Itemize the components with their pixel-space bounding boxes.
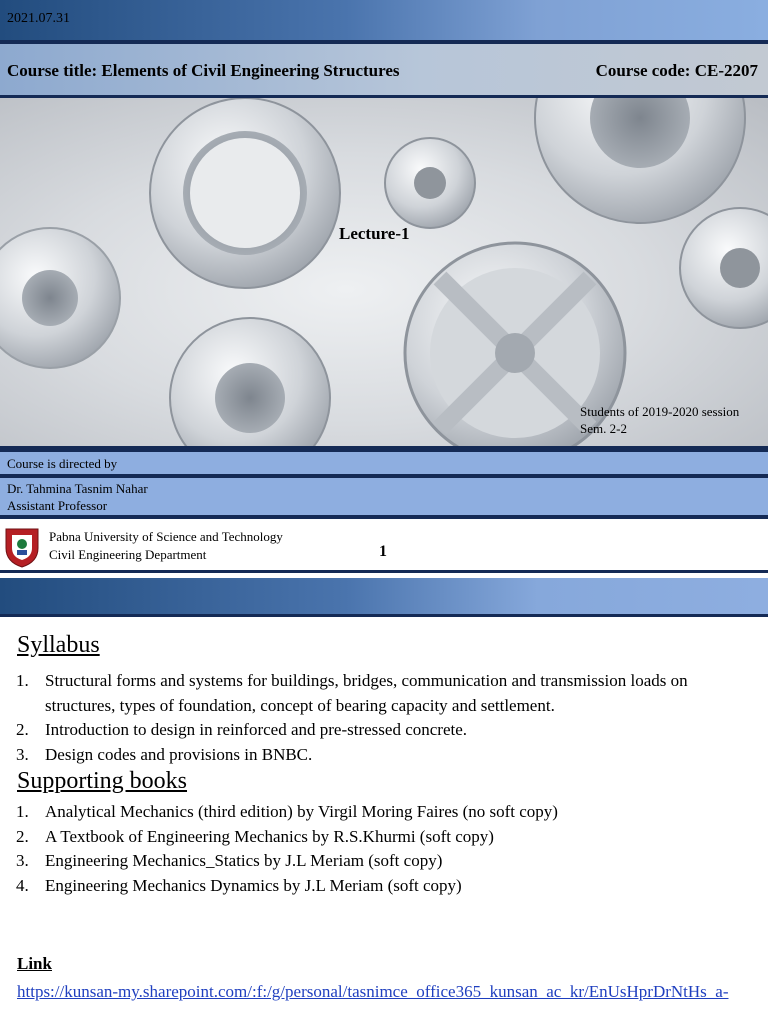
university-logo-icon	[3, 526, 41, 568]
instructor-info	[7, 480, 148, 514]
syllabus-list	[16, 669, 756, 767]
divider-line	[0, 570, 768, 573]
list-number: 2.	[16, 826, 29, 846]
list-text: Engineering Mechanics Dynamics by J.L Meriam (soft copy)	[45, 875, 462, 895]
list-text: Engineering Mechanics_Statics by J.L Meriam (soft copy)	[45, 851, 443, 870]
top-band	[0, 0, 768, 40]
link-label: Link	[17, 954, 52, 973]
list-text: Design codes and provisions in BNBC.	[45, 744, 313, 764]
semester: Sem. 2-2	[580, 421, 627, 436]
list-item	[16, 800, 756, 825]
sharepoint-link[interactable]: https://kunsan-my.sharepoint.com/:f:/g/personal/tasnimce_office365_kunsan_ac_kr/EnUsHprDrNtHs_a-	[17, 982, 729, 1001]
list-number: 1.	[16, 802, 29, 821]
list-text: Introduction to design in reinforced and pre-stressed concrete.	[45, 720, 468, 739]
department-name: Civil Engineering Department	[49, 547, 207, 562]
list-text: Analytical Mechanics (third edition) by Virgil Moring Faires (no soft copy)	[45, 802, 558, 821]
syllabus-heading: Syllabus	[17, 632, 100, 658]
lecture-label: Lecture-1	[339, 224, 410, 243]
course-title: Course title: Elements of Civil Engineering Structures	[7, 61, 400, 80]
list-number: 3.	[16, 851, 29, 870]
instructor-name: Dr. Tahmina Tasnim Nahar	[7, 481, 148, 496]
list-number: 3.	[16, 744, 29, 764]
list-item	[16, 669, 756, 718]
gears-illustration	[0, 98, 768, 446]
list-number: 2.	[16, 720, 29, 739]
university-name: Pabna University of Science and Technology	[49, 529, 283, 544]
list-item	[16, 718, 756, 743]
list-item	[16, 849, 756, 874]
list-number: 1.	[16, 671, 29, 690]
list-text: A Textbook of Engineering Mechanics by R.S.Khurmi (soft copy)	[45, 826, 494, 846]
list-number: 4.	[16, 875, 29, 895]
list-text: Structural forms and systems for buildings, bridges, communication and transmission loads on structures, types of foundation, concept of bearing capacity and settlement.	[45, 671, 688, 715]
course-code: Course code: CE-2207	[595, 61, 758, 80]
books-list	[16, 800, 756, 898]
supporting-books-heading: Supporting books	[17, 768, 188, 794]
students-info	[580, 403, 739, 437]
slide2-top-band	[0, 578, 768, 616]
instructor-title: Assistant Professor	[7, 498, 108, 513]
university-info	[49, 528, 283, 564]
divider-line	[0, 614, 768, 617]
page-number: 1	[379, 543, 387, 560]
slide-date: 2021.07.31	[7, 11, 70, 26]
list-item	[16, 743, 756, 768]
directed-by-label: Course is directed by	[7, 456, 118, 471]
gears-background-image	[0, 98, 768, 446]
list-item	[16, 825, 756, 850]
list-item	[16, 874, 756, 899]
students-session: Students of 2019-2020 session	[580, 404, 740, 419]
